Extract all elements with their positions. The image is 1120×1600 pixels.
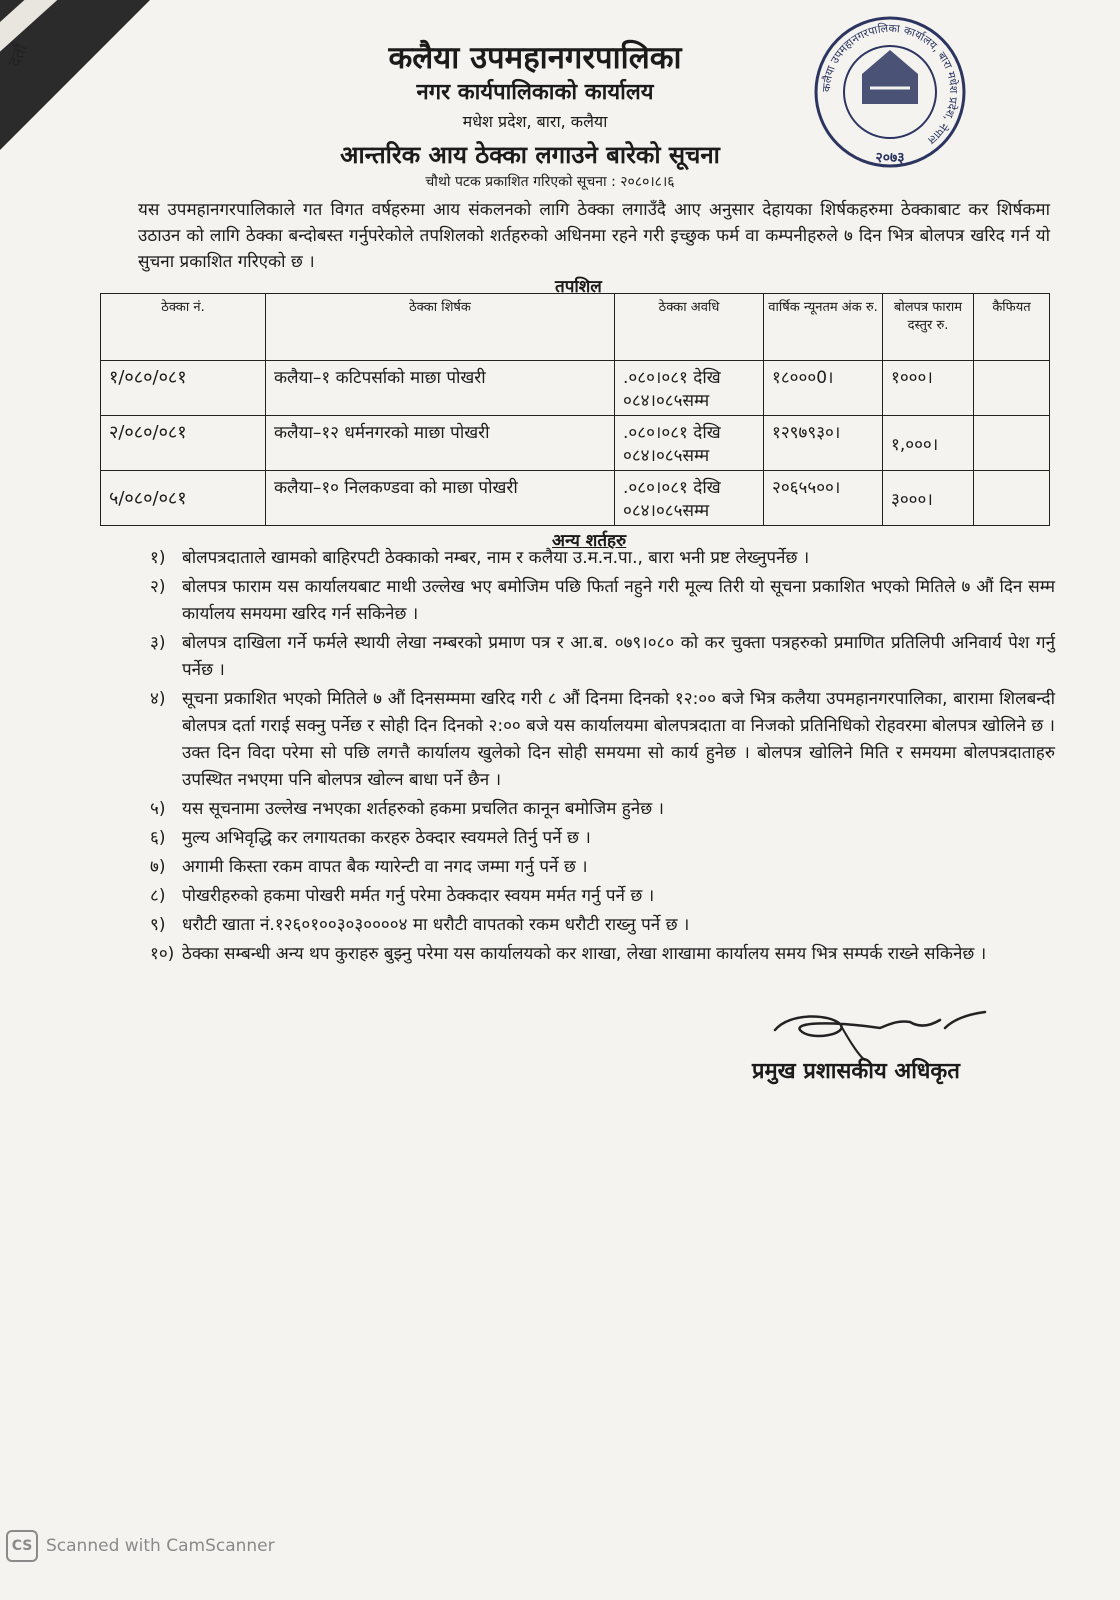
term-text: मुल्य अभिवृद्धि कर लगायतका करहरु ठेक्दार स्वयमले तिर्नु पर्ने छ । [182, 828, 591, 848]
term-item [150, 686, 1055, 794]
cell-remarks [974, 361, 1050, 416]
term-number: ३) [150, 633, 166, 653]
term-text: अगामी किस्ता रकम वापत बैक ग्यारेन्टी वा नगद जम्मा गर्नु पर्ने छ । [182, 857, 588, 877]
signatory-title: प्रमुख प्रशासकीय अधिकृत [752, 1059, 960, 1084]
office-name: नगर कार्यपालिकाको कार्यालय [416, 80, 654, 105]
term-item [150, 574, 1055, 628]
term-text: बोलपत्र फाराम यस कार्यालयबाट माथी उल्लेख भए बमोजिम पछि फिर्ता नहुने गरी मूल्य तिरी यो सूचना प्रकाशित भएको मितिले ७ औं दिन सम्म कार्यालय समयमा खरिद गर्न सकिनेछ । [182, 577, 1055, 624]
term-item [150, 883, 1055, 910]
cell-contract-no: १/०८०/०८१ [101, 361, 266, 416]
term-text: धरौटी खाता नं.१२६०१००३०३००००४ मा धरौटी वापतको रकम धरौटी राख्नु पर्ने छ । [182, 915, 690, 935]
handwritten-signature [770, 1002, 1000, 1062]
cell-minimum-amount: २०६५५००। [764, 471, 883, 526]
table-row [101, 361, 1050, 416]
notice-title: आन्तरिक आय ठेक्का लगाउने बारेको सूचना [340, 141, 720, 169]
cell-form-fee: १०००। [883, 361, 974, 416]
cell-remarks [974, 471, 1050, 526]
header-minimum-amount: वार्षिक न्यूनतम अंक रु. [764, 294, 883, 361]
term-number: १०) [150, 944, 175, 964]
term-number: ७) [150, 857, 166, 877]
term-number: ९) [150, 915, 166, 935]
term-text: सूचना प्रकाशित भएको मितिले ७ औं दिनसम्ममा खरिद गरी ८ औं दिनमा दिनको १२:०० बजे भित्र कलैया उपमहानगरपालिका, बारामा शिलबन्दी बोलपत्र दर्ता गराई सक्नु पर्नेछ र सोही दिन दिनको २:०० बजे यस कार्यालयमा बोलपत्रदाता वा निजको प्रतिनिधिको रोहवरमा बोलपत्र खोलिने छ । उक्त दिन विदा परेमा सो पछि लगत्तै कार्यालय खुलेको दिन सोही समयमा सो कार्य हुनेछ । बोलपत्र खोलिने मिति र समयमा बोलपत्रदाताहरु उपस्थित नभएमा पनि बोलपत्र खोल्न बाधा पर्ने छैन । [182, 689, 1055, 790]
term-item [150, 941, 1055, 968]
table-row [101, 471, 1050, 526]
cell-contract-period: .०८०।०८१ देखि ०८४।०८५सम्म [615, 471, 764, 526]
table-caption: तपशिल [555, 277, 602, 297]
cell-contract-title: कलैया–१२ धर्मनगरको माछा पोखरी [266, 416, 615, 471]
office-address: मधेश प्रदेश, बारा, कलैया [462, 112, 608, 131]
term-item [150, 796, 1055, 823]
cell-contract-title: कलैया–१० निलकण्डवा को माछा पोखरी [266, 471, 615, 526]
term-number: ४) [150, 689, 166, 709]
cell-form-fee: १,०००। [883, 416, 974, 471]
term-text: बोलपत्रदाताले खामको बाहिरपटी ठेक्काको नम्बर, नाम र कलैया उ.म.न.पा., बारा भनी प्रष्ट लेख्नुपर्नेछ । [182, 548, 810, 568]
term-item [150, 545, 1055, 572]
table-header-row [101, 294, 1050, 361]
scanner-watermark [6, 1528, 275, 1564]
term-number: १) [150, 548, 166, 568]
header-contract-no: ठेक्का नं. [101, 294, 266, 361]
other-terms-heading: अन्य शर्तहरु [552, 531, 627, 551]
cell-remarks [974, 416, 1050, 471]
header-remarks: कैफियत [974, 294, 1050, 361]
watermark-text: Scanned with CamScanner [46, 1536, 275, 1556]
table-row [101, 416, 1050, 471]
header-form-fee: बोलपत्र फाराम दस्तुर रु. [883, 294, 974, 361]
corner-register-text: दर्ता [4, 41, 32, 70]
cell-form-fee: ३०००। [883, 471, 974, 526]
header-contract-period: ठेक्का अवधि [615, 294, 764, 361]
contract-table [100, 293, 1050, 526]
office-seal-stamp [810, 12, 970, 172]
header-contract-title: ठेक्का शिर्षक [266, 294, 615, 361]
cell-minimum-amount: १२९७९३०। [764, 416, 883, 471]
term-item [150, 825, 1055, 852]
cell-contract-title: कलैया–१ कटिपर्साको माछा पोखरी [266, 361, 615, 416]
organization-name: कलैया उपमहानगरपालिका [388, 40, 682, 76]
term-text: पोखरीहरुको हकमा पोखरी मर्मत गर्नु परेमा ठेक्कदार स्वयम मर्मत गर्नु पर्ने छ । [182, 886, 655, 906]
cell-contract-no: २/०८०/०८१ [101, 416, 266, 471]
cell-contract-no: ५/०८०/०८१ [101, 471, 266, 526]
term-number: ५) [150, 799, 166, 819]
term-item [150, 912, 1055, 939]
publication-note: चौथो पटक प्रकाशित गरिएको सूचना : २०८०।८।६ [425, 174, 675, 190]
seal-ring-text: कलैया उपमहानगरपालिका कार्यालय, बारा मधेश प्रदेश, नेपाल [819, 21, 961, 147]
term-number: ६) [150, 828, 166, 848]
term-item [150, 854, 1055, 881]
cell-contract-period: .०८०।०८१ देखि ०८४।०८५सम्म [615, 361, 764, 416]
term-number: २) [150, 577, 166, 597]
term-item [150, 630, 1055, 684]
term-text: यस सूचनामा उल्लेख नभएका शर्तहरुको हकमा प्रचलित कानून बमोजिम हुनेछ । [182, 799, 664, 819]
camscanner-logo-icon: CS [6, 1530, 38, 1562]
term-text: ठेक्का सम्बन्धी अन्य थप कुराहरु बुझ्नु परेमा यस कार्यालयको कर शाखा, लेखा शाखामा कार्यालय समय भित्र सम्पर्क राख्ने सकिनेछ । [182, 944, 987, 964]
seal-year: २०७३ [875, 150, 905, 166]
cell-contract-period: .०८०।०८१ देखि ०८४।०८५सम्म [615, 416, 764, 471]
terms-list [150, 545, 1055, 970]
cell-minimum-amount: १८०००0। [764, 361, 883, 416]
term-text: बोलपत्र दाखिला गर्ने फर्मले स्थायी लेखा नम्बरको प्रमाण पत्र र आ.ब. ०७९।०८० को कर चुक्ता पत्रहरुको प्रमाणित प्रतिलिपी अनिवार्य पेश गर्नु पर्नेछ । [182, 633, 1055, 680]
intro-paragraph: यस उपमहानगरपालिकाले गत विगत वर्षहरुमा आय संकलनको लागि ठेक्का लगाउँदै आए अनुसार देहायका शिर्षकहरुमा ठेक्काबाट कर शिर्षकमा उठाउन को लागि ठेक्का बन्दोबस्त गर्नुपरेकोले तपशिलको शर्तहरुको अधिनमा रहने गरी इच्छुक फर्म वा कम्पनीहरुले ७ दिन भित्र बोलपत्र खरिद गर्न यो सुचना प्रकाशित गरिएको छ । [138, 200, 1050, 272]
term-number: ८) [150, 886, 166, 906]
